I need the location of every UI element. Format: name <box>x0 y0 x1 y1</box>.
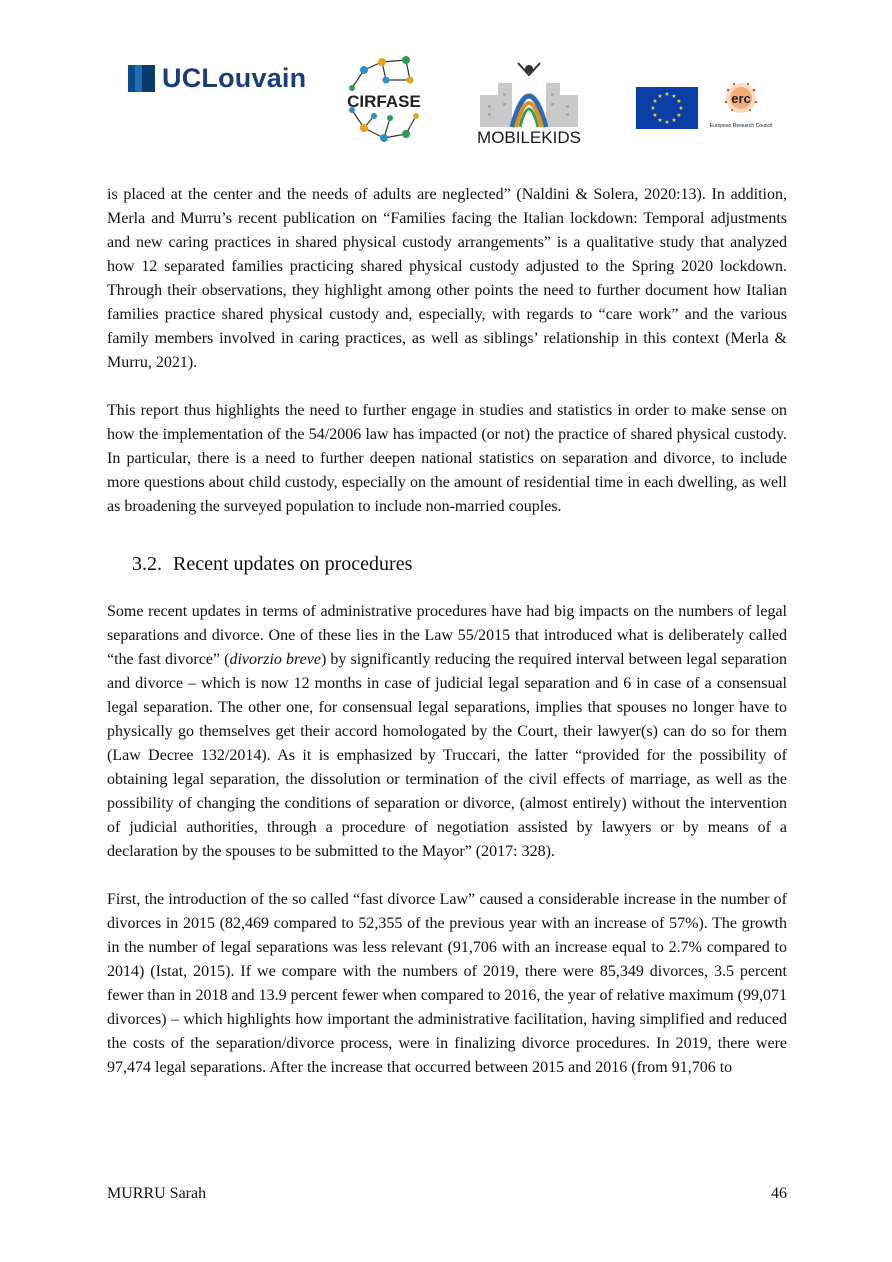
svg-text:★: ★ <box>678 105 684 112</box>
footer-page-number: 46 <box>771 1185 787 1202</box>
svg-text:★: ★ <box>664 91 670 98</box>
body-paragraph-3 <box>107 600 787 864</box>
section-heading <box>132 552 787 576</box>
svg-text:★: ★ <box>676 112 682 119</box>
page-footer <box>107 1185 787 1203</box>
body-paragraph-3-part-1: Some recent updates in terms of administrative procedures have had big impacts on the numbers of legal separations and divorce. One of these lies in the Law 55/2015 that introduced what is deliberately called “the fast divorce” ( <box>107 603 787 668</box>
svg-text:★: ★ <box>676 98 682 105</box>
svg-text:★: ★ <box>657 117 663 124</box>
svg-text:★: ★ <box>671 93 677 100</box>
svg-text:★: ★ <box>657 93 663 100</box>
mobilekids-logo-text: MOBILEKIDS <box>477 128 581 147</box>
erc-logo-text: erc <box>731 91 751 106</box>
body-paragraph-2: This report thus highlights the need to further engage in studies and statistics in order to make sense on how the implementation of the 54/2006 law has impacted (or not) the practice of shared physical custody. In particular, there is a need to further deepen national statistics on separation and divorce, to include more questions about child custody, especially on the amount of residential time in each dwelling, as well as broadening the surveyed population to include non-married couples. <box>107 402 787 515</box>
erc-logo-caption: European Research Council <box>709 123 773 129</box>
footer-author: MURRU Sarah <box>107 1185 207 1202</box>
body-paragraph-1: is placed at the center and the needs of adults are neglected” (Naldini & Solera, 2020:13). In addition, Merla and Murru’s recent publication on “Families facing the Italian lockdown: Temporal adjustments and new caring practices in shared physical custody arrangements” is a qualitative study that analyzed how 12 separated families practicing shared physical custody adjusted to the Spring 2020 lockdown. Through their observations, they highlight among other points the need to further document how Italian families practice shared physical custody and, especially, with regards to “care work” and the various family members involved in caring practices, as well as siblings’ relationship in this context (Merla & Murru, 2021). <box>107 186 787 371</box>
svg-text:★: ★ <box>664 119 670 126</box>
body-paragraph-3-part-2: ) by significantly reducing the required interval between legal separation and divorce – which is now 12 months in case of judicial legal separation and 6 in case of a consensual legal separation. The other one, for consensual legal separations, implies that spouses no longer have to physically go themselves get their accord homologated by the Court, their lawyer(s) can do so for them (Law Decree 132/2014). As it is emphasized by Truccari, the latter “provided for the possibility of obtaining legal separation, the dissolution or termination of the civil effects of marriage, as well as the possibility of changing the conditions of separation or divorce, (almost entirely) without the intervention of judicial authorities, through a procedure of negotiation assisted by lawyers or by means of a declaration by the spouses to be submitted to the Mayor” (2017: 328). <box>107 651 788 860</box>
body-paragraph-3-italic: divorzio breve <box>229 651 321 668</box>
cirfase-logo-text: CIRFASE <box>347 92 421 111</box>
cirfase-logo <box>334 50 434 150</box>
svg-text:★: ★ <box>671 117 677 124</box>
uclouvain-logo-text: UCLouvain <box>162 62 307 93</box>
eu-flag-logo <box>636 87 698 129</box>
svg-text:★: ★ <box>650 105 656 112</box>
svg-text:★: ★ <box>652 112 658 119</box>
uclouvain-mark-icon <box>128 65 155 92</box>
body-paragraph-4: First, the introduction of the so called “fast divorce Law” caused a considerable increase in the number of divorces in 2015 (82,469 compared to 52,355 of the previous year with an increase of 57%). The growth in the number of legal separations was less relevant (91,706 with an increase equal to 2.7% compared to 2014) (Istat, 2015). If we compare with the numbers of 2019, there were 85,349 divorces, 3.5 percent fewer than in 2018 and 13.9 percent fewer when compared to 2016, the year of relative maximum (99,071 divorces) – which highlights how important the administrative facilitation, having simplified and reduced the costs of the separation/divorce process, were in finalizing divorce procedures. In 2019, there were 97,474 legal separations. After the increase that occurred between 2015 and 2016 (from 91,706 to <box>107 891 787 1076</box>
uclouvain-logo <box>128 62 306 94</box>
page-body <box>107 183 787 1080</box>
erc-logo <box>706 80 776 140</box>
section-title: Recent updates on procedures <box>173 553 413 575</box>
svg-text:★: ★ <box>652 98 658 105</box>
section-number: 3.2. <box>132 553 162 575</box>
mobilekids-logo <box>458 55 600 147</box>
